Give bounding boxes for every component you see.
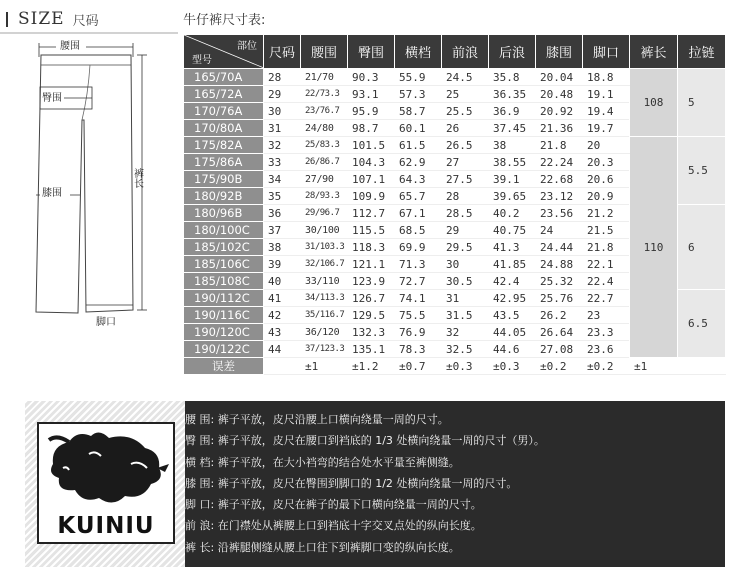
knee-label: 膝围 bbox=[42, 188, 62, 199]
waist-cell: 28/93.3 bbox=[301, 188, 348, 205]
size-cell: 30 bbox=[264, 103, 301, 120]
waist-cell: 30/100 bbox=[301, 222, 348, 239]
waist-cell: 24/80 bbox=[301, 120, 348, 137]
hem-cell: 21.8 bbox=[583, 239, 630, 256]
front-rise-cell: 25 bbox=[442, 86, 489, 103]
back-rise-cell: 42.95 bbox=[489, 290, 536, 307]
knee-cell: 27.08 bbox=[536, 341, 583, 358]
hip-cell: 112.7 bbox=[348, 205, 395, 222]
hip-cell: 115.5 bbox=[348, 222, 395, 239]
header-divider bbox=[0, 32, 178, 34]
definitions-panel bbox=[25, 401, 725, 567]
col-header-hip: 臀围 bbox=[348, 35, 395, 69]
tolerance-label: 误差 bbox=[184, 358, 264, 375]
thigh-cell: 65.7 bbox=[395, 188, 442, 205]
bull-logo-icon bbox=[39, 424, 173, 514]
hem-cell: 19.1 bbox=[583, 86, 630, 103]
definition-thigh: 横 档: 裤子平放，在大小裆弯的结合处水平量至裤侧缝。 bbox=[185, 455, 460, 469]
back-rise-cell: 40.75 bbox=[489, 222, 536, 239]
tolerance-value: ±0.3 bbox=[442, 358, 489, 375]
length-group-cell: 108 bbox=[630, 69, 678, 137]
size-table bbox=[183, 34, 726, 375]
hem-cell: 19.7 bbox=[583, 120, 630, 137]
hem-cell: 21.2 bbox=[583, 205, 630, 222]
front-rise-cell: 27 bbox=[442, 154, 489, 171]
back-rise-cell: 41.85 bbox=[489, 256, 536, 273]
knee-cell: 23.56 bbox=[536, 205, 583, 222]
waist-label: 腰围 bbox=[60, 41, 80, 52]
back-rise-cell: 39.65 bbox=[489, 188, 536, 205]
waist-cell: 31/103.3 bbox=[301, 239, 348, 256]
back-rise-cell: 41.3 bbox=[489, 239, 536, 256]
hip-cell: 118.3 bbox=[348, 239, 395, 256]
front-rise-cell: 31.5 bbox=[442, 307, 489, 324]
waist-cell: 22/73.3 bbox=[301, 86, 348, 103]
model-cell: 180/96B bbox=[184, 205, 264, 222]
knee-cell: 24.88 bbox=[536, 256, 583, 273]
hip-cell: 123.9 bbox=[348, 273, 395, 290]
back-rise-cell: 36.9 bbox=[489, 103, 536, 120]
knee-cell: 21.36 bbox=[536, 120, 583, 137]
size-title: SIZE bbox=[18, 9, 65, 29]
col-header-waist: 腰围 bbox=[301, 35, 348, 69]
hem-label: 脚口 bbox=[96, 317, 116, 328]
hem-cell: 23 bbox=[583, 307, 630, 324]
hem-cell: 22.4 bbox=[583, 273, 630, 290]
waist-cell: 34/113.3 bbox=[301, 290, 348, 307]
thigh-cell: 55.9 bbox=[395, 69, 442, 86]
col-header-thigh: 横档 bbox=[395, 35, 442, 69]
knee-cell: 21.8 bbox=[536, 137, 583, 154]
hip-label: 臀围 bbox=[42, 93, 62, 104]
hem-cell: 18.8 bbox=[583, 69, 630, 86]
size-cell: 39 bbox=[264, 256, 301, 273]
tolerance-empty-cell bbox=[264, 358, 301, 375]
tolerance-value: ±0.2 bbox=[583, 358, 630, 375]
thigh-cell: 78.3 bbox=[395, 341, 442, 358]
thigh-cell: 68.5 bbox=[395, 222, 442, 239]
thigh-cell: 61.5 bbox=[395, 137, 442, 154]
hip-cell: 129.5 bbox=[348, 307, 395, 324]
back-rise-cell: 40.2 bbox=[489, 205, 536, 222]
thigh-cell: 71.3 bbox=[395, 256, 442, 273]
waist-cell: 21/70 bbox=[301, 69, 348, 86]
knee-cell: 22.24 bbox=[536, 154, 583, 171]
model-cell: 190/116C bbox=[184, 307, 264, 324]
zipper-group-5-5: 5.5 bbox=[678, 137, 726, 205]
front-rise-cell: 29.5 bbox=[442, 239, 489, 256]
back-rise-cell: 35.8 bbox=[489, 69, 536, 86]
length-label: 裤长 bbox=[131, 168, 143, 188]
fly-seam bbox=[82, 65, 90, 120]
front-rise-cell: 31 bbox=[442, 290, 489, 307]
definition-front-rise: 前 浪: 在门襟处从裤腰上口到裆底十字交叉点处的纵向长度。 bbox=[185, 519, 482, 533]
waist-cell: 35/116.7 bbox=[301, 307, 348, 324]
model-cell: 165/70A bbox=[184, 69, 264, 86]
table-header-row bbox=[184, 35, 726, 69]
col-header-hem: 脚口 bbox=[583, 35, 630, 69]
corner-bottom-label: 型号 bbox=[192, 55, 212, 66]
size-cell: 28 bbox=[264, 69, 301, 86]
size-cell: 38 bbox=[264, 239, 301, 256]
knee-cell: 20.92 bbox=[536, 103, 583, 120]
hem-cell: 21.5 bbox=[583, 222, 630, 239]
knee-cell: 26.64 bbox=[536, 324, 583, 341]
tolerance-empty-cell bbox=[678, 358, 726, 375]
hem-cell: 20.3 bbox=[583, 154, 630, 171]
waist-cell: 29/96.7 bbox=[301, 205, 348, 222]
definition-hip: 臀 围: 裤子平放，皮尺在腰口到裆底的 1/3 处横向绕量一周的尺寸（男）。 bbox=[185, 434, 545, 448]
back-rise-cell: 39.1 bbox=[489, 171, 536, 188]
waist-cell: 25/83.3 bbox=[301, 137, 348, 154]
hip-cell: 98.7 bbox=[348, 120, 395, 137]
back-rise-cell: 44.05 bbox=[489, 324, 536, 341]
waist-cell: 27/90 bbox=[301, 171, 348, 188]
model-cell: 175/86A bbox=[184, 154, 264, 171]
hip-cell: 109.9 bbox=[348, 188, 395, 205]
logo-area bbox=[25, 401, 185, 567]
front-rise-cell: 26.5 bbox=[442, 137, 489, 154]
knee-cell: 25.76 bbox=[536, 290, 583, 307]
col-header-size: 尺码 bbox=[264, 35, 301, 69]
thigh-cell: 75.5 bbox=[395, 307, 442, 324]
model-cell: 175/82A bbox=[184, 137, 264, 154]
thigh-cell: 67.1 bbox=[395, 205, 442, 222]
waist-cell: 23/76.7 bbox=[301, 103, 348, 120]
front-rise-cell: 28.5 bbox=[442, 205, 489, 222]
knee-cell: 25.32 bbox=[536, 273, 583, 290]
tolerance-value: ±1 bbox=[301, 358, 348, 375]
front-rise-cell: 32.5 bbox=[442, 341, 489, 358]
definitions-list bbox=[185, 409, 715, 558]
thigh-cell: 57.3 bbox=[395, 86, 442, 103]
size-header bbox=[4, 6, 99, 32]
hip-cell: 135.1 bbox=[348, 341, 395, 358]
table-row bbox=[184, 137, 726, 154]
front-rise-cell: 30.5 bbox=[442, 273, 489, 290]
back-rise-cell: 37.45 bbox=[489, 120, 536, 137]
size-cell: 32 bbox=[264, 137, 301, 154]
logo-frame bbox=[37, 422, 175, 544]
logo-text: KUINIU bbox=[57, 513, 155, 539]
thigh-cell: 69.9 bbox=[395, 239, 442, 256]
definition-hem: 脚 口: 裤子平放，皮尺在裤子的最下口横向绕量一周的尺寸。 bbox=[185, 498, 482, 512]
hip-cell: 101.5 bbox=[348, 137, 395, 154]
model-cell: 180/92B bbox=[184, 188, 264, 205]
hip-cell: 95.9 bbox=[348, 103, 395, 120]
size-cell: 33 bbox=[264, 154, 301, 171]
thigh-cell: 58.7 bbox=[395, 103, 442, 120]
tolerance-value: ±1.2 bbox=[348, 358, 395, 375]
thigh-cell: 62.9 bbox=[395, 154, 442, 171]
hip-cell: 104.3 bbox=[348, 154, 395, 171]
jeans-measurement-diagram bbox=[20, 35, 170, 330]
model-cell: 175/90B bbox=[184, 171, 264, 188]
back-rise-cell: 38.55 bbox=[489, 154, 536, 171]
size-cell: 42 bbox=[264, 307, 301, 324]
size-cell: 40 bbox=[264, 273, 301, 290]
thigh-cell: 64.3 bbox=[395, 171, 442, 188]
thigh-cell: 76.9 bbox=[395, 324, 442, 341]
size-title-cn: 尺码 bbox=[72, 13, 99, 29]
model-cell: 170/76A bbox=[184, 103, 264, 120]
thigh-cell: 72.7 bbox=[395, 273, 442, 290]
thigh-cell: 74.1 bbox=[395, 290, 442, 307]
knee-cell: 22.68 bbox=[536, 171, 583, 188]
length-group-cell: 110 bbox=[630, 137, 678, 358]
front-rise-cell: 32 bbox=[442, 324, 489, 341]
model-cell: 170/80A bbox=[184, 120, 264, 137]
waist-cell: 37/123.3 bbox=[301, 341, 348, 358]
back-rise-cell: 38 bbox=[489, 137, 536, 154]
front-rise-cell: 30 bbox=[442, 256, 489, 273]
front-rise-cell: 26 bbox=[442, 120, 489, 137]
header-bar bbox=[6, 12, 8, 27]
col-header-back-rise: 后浪 bbox=[489, 35, 536, 69]
back-rise-cell: 42.4 bbox=[489, 273, 536, 290]
waist-cell: 33/110 bbox=[301, 273, 348, 290]
corner-header bbox=[184, 35, 264, 69]
front-rise-cell: 24.5 bbox=[442, 69, 489, 86]
hem-cell: 20 bbox=[583, 137, 630, 154]
size-cell: 31 bbox=[264, 120, 301, 137]
hem-cell: 20.9 bbox=[583, 188, 630, 205]
size-cell: 29 bbox=[264, 86, 301, 103]
waist-cell: 36/120 bbox=[301, 324, 348, 341]
col-header-knee: 膝围 bbox=[536, 35, 583, 69]
hip-cell: 132.3 bbox=[348, 324, 395, 341]
waist-cell: 26/86.7 bbox=[301, 154, 348, 171]
model-cell: 185/106C bbox=[184, 256, 264, 273]
tolerance-value: ±1 bbox=[630, 358, 678, 375]
corner-top-label: 部位 bbox=[237, 41, 257, 52]
table-body bbox=[184, 69, 726, 375]
knee-cell: 20.04 bbox=[536, 69, 583, 86]
size-cell: 36 bbox=[264, 205, 301, 222]
zipper-group-6-5: 6.5 bbox=[678, 290, 726, 358]
hem-cell: 23.6 bbox=[583, 341, 630, 358]
front-rise-cell: 28 bbox=[442, 188, 489, 205]
hip-cell: 107.1 bbox=[348, 171, 395, 188]
back-rise-cell: 44.6 bbox=[489, 341, 536, 358]
definition-knee: 膝 围: 裤子平放，皮尺在臀围到脚口的 1/2 处横向绕量一周的尺寸。 bbox=[185, 476, 518, 490]
knee-cell: 20.48 bbox=[536, 86, 583, 103]
knee-cell: 24 bbox=[536, 222, 583, 239]
hip-cell: 126.7 bbox=[348, 290, 395, 307]
hip-cell: 93.1 bbox=[348, 86, 395, 103]
table-subtitle: 牛仔裤尺寸表: bbox=[183, 13, 266, 28]
tolerance-value: ±0.2 bbox=[536, 358, 583, 375]
waist-cell: 32/106.7 bbox=[301, 256, 348, 273]
definition-waist: 腰 围: 裤子平放，皮尺沿腰上口横向绕量一周的尺寸。 bbox=[185, 413, 449, 426]
knee-cell: 23.12 bbox=[536, 188, 583, 205]
thigh-cell: 60.1 bbox=[395, 120, 442, 137]
tolerance-value: ±0.3 bbox=[489, 358, 536, 375]
front-rise-cell: 27.5 bbox=[442, 171, 489, 188]
hem-cell: 23.3 bbox=[583, 324, 630, 341]
hip-cell: 90.3 bbox=[348, 69, 395, 86]
model-cell: 165/72A bbox=[184, 86, 264, 103]
hem-cell: 22.1 bbox=[583, 256, 630, 273]
model-cell: 190/112C bbox=[184, 290, 264, 307]
size-cell: 41 bbox=[264, 290, 301, 307]
model-cell: 185/108C bbox=[184, 273, 264, 290]
front-rise-cell: 29 bbox=[442, 222, 489, 239]
zipper-group-5: 5 bbox=[678, 69, 726, 137]
knee-cell: 26.2 bbox=[536, 307, 583, 324]
zipper-group-6: 6 bbox=[678, 205, 726, 290]
size-cell: 44 bbox=[264, 341, 301, 358]
model-cell: 190/120C bbox=[184, 324, 264, 341]
model-cell: 190/122C bbox=[184, 341, 264, 358]
back-rise-cell: 36.35 bbox=[489, 86, 536, 103]
model-cell: 185/102C bbox=[184, 239, 264, 256]
back-rise-cell: 43.5 bbox=[489, 307, 536, 324]
hem-cell: 20.6 bbox=[583, 171, 630, 188]
hip-cell: 121.1 bbox=[348, 256, 395, 273]
col-header-length: 裤长 bbox=[630, 35, 678, 69]
definition-length: 裤 长: 沿裤腿侧缝从腰上口往下到裤脚口变的纵向长度。 bbox=[185, 540, 460, 554]
hem-cell: 19.4 bbox=[583, 103, 630, 120]
size-cell: 37 bbox=[264, 222, 301, 239]
col-header-front-rise: 前浪 bbox=[442, 35, 489, 69]
front-rise-cell: 25.5 bbox=[442, 103, 489, 120]
model-cell: 180/100C bbox=[184, 222, 264, 239]
table-row bbox=[184, 69, 726, 86]
hem-cell: 22.7 bbox=[583, 290, 630, 307]
size-cell: 35 bbox=[264, 188, 301, 205]
tolerance-row bbox=[184, 358, 726, 375]
size-cell: 34 bbox=[264, 171, 301, 188]
knee-cell: 24.44 bbox=[536, 239, 583, 256]
size-cell: 43 bbox=[264, 324, 301, 341]
tolerance-value: ±0.7 bbox=[395, 358, 442, 375]
col-header-zipper: 拉链 bbox=[678, 35, 726, 69]
